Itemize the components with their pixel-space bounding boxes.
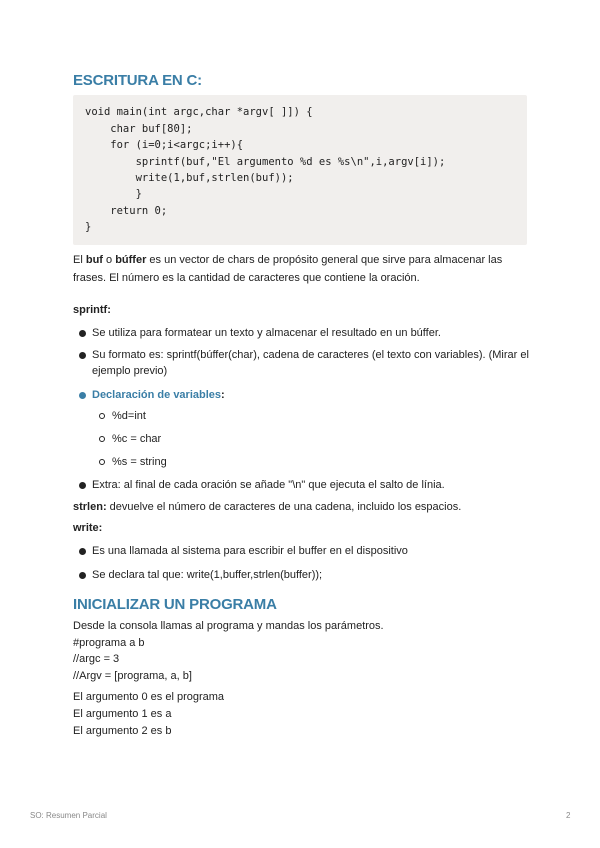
text-line: //argc = 3: [73, 653, 120, 665]
code-line: }: [85, 188, 142, 200]
footer-title: SO: Resumen Parcial: [30, 811, 107, 820]
text: devuelve el número de caracteres de una cadena, incluido los espacios.: [106, 501, 462, 513]
term-strlen: strlen:: [73, 501, 107, 513]
circle-bullet-icon: [99, 436, 105, 442]
write-heading: write:: [73, 522, 103, 534]
code-line: char buf[80];: [85, 123, 193, 135]
code-line: write(1,buf,strlen(buf));: [85, 172, 294, 184]
buf-description: [73, 251, 533, 287]
bullet-icon: [79, 548, 86, 555]
bullet-icon: [79, 330, 86, 337]
page-number: 2: [566, 811, 571, 820]
text-line: //Argv = [programa, a, b]: [73, 670, 192, 682]
text-line: El argumento 0 es el programa: [73, 691, 225, 703]
sub-list-item: %c = char: [112, 433, 162, 445]
declaration-item[interactable]: [92, 387, 225, 403]
section-title-escritura: ESCRITURA EN C:: [73, 72, 202, 89]
text-line: Desde la consola llamas al programa y mandas los parámetros.: [73, 620, 384, 632]
declaration-link[interactable]: Declaración de variables: [92, 389, 222, 401]
text-line: El argumento 2 es b: [73, 725, 172, 737]
code-line: void main(int argc,char *argv[ ]]) {: [85, 106, 313, 118]
code-line: }: [85, 221, 92, 233]
text: es un vector de chars de propósito general que sirve para almacenar las frases. El número es la cantidad de caracteres que contiene la oración.: [73, 254, 503, 284]
list-item: Extra: al final de cada oración se añade "\n" que ejecuta el salto de línia.: [92, 479, 445, 491]
text-line: El argumento 1 es a: [73, 708, 172, 720]
sprintf-heading: sprintf:: [73, 304, 111, 316]
bullet-icon: [79, 352, 86, 359]
list-item: Se declara tal que: write(1,buffer,strlen(buffer));: [92, 569, 323, 581]
sub-list-item: %s = string: [112, 456, 167, 468]
text: :: [221, 389, 225, 401]
bullet-icon: [79, 482, 86, 489]
code-block: [73, 95, 527, 245]
bullet-icon: [79, 392, 86, 399]
term-buffer: búffer: [115, 254, 147, 266]
text: o: [102, 254, 116, 266]
circle-bullet-icon: [99, 413, 105, 419]
list-item: Su formato es: sprintf(búffer(char), cadena de caracteres (el texto con variables). (Mirar el ejemplo previo): [92, 349, 529, 377]
list-item: Es una llamada al sistema para escribir el buffer en el dispositivo: [92, 545, 408, 557]
list-item: Se utiliza para formatear un texto y almacenar el resultado en un búffer.: [92, 327, 441, 339]
code-line: sprintf(buf,"El argumento %d es %s\n",i,argv[i]);: [85, 156, 446, 168]
bullet-icon: [79, 572, 86, 579]
strlen-description: [73, 499, 461, 515]
sub-list-item: %d=int: [112, 410, 146, 422]
code-line: for (i=0;i<argc;i++){: [85, 139, 244, 151]
term-buf: buf: [85, 254, 103, 266]
text-line: #programa a b: [73, 637, 145, 649]
circle-bullet-icon: [99, 459, 105, 465]
section-title-inicializar: INICIALIZAR UN PROGRAMA: [73, 596, 277, 613]
code-line: return 0;: [85, 205, 168, 217]
text: El: [73, 254, 86, 266]
